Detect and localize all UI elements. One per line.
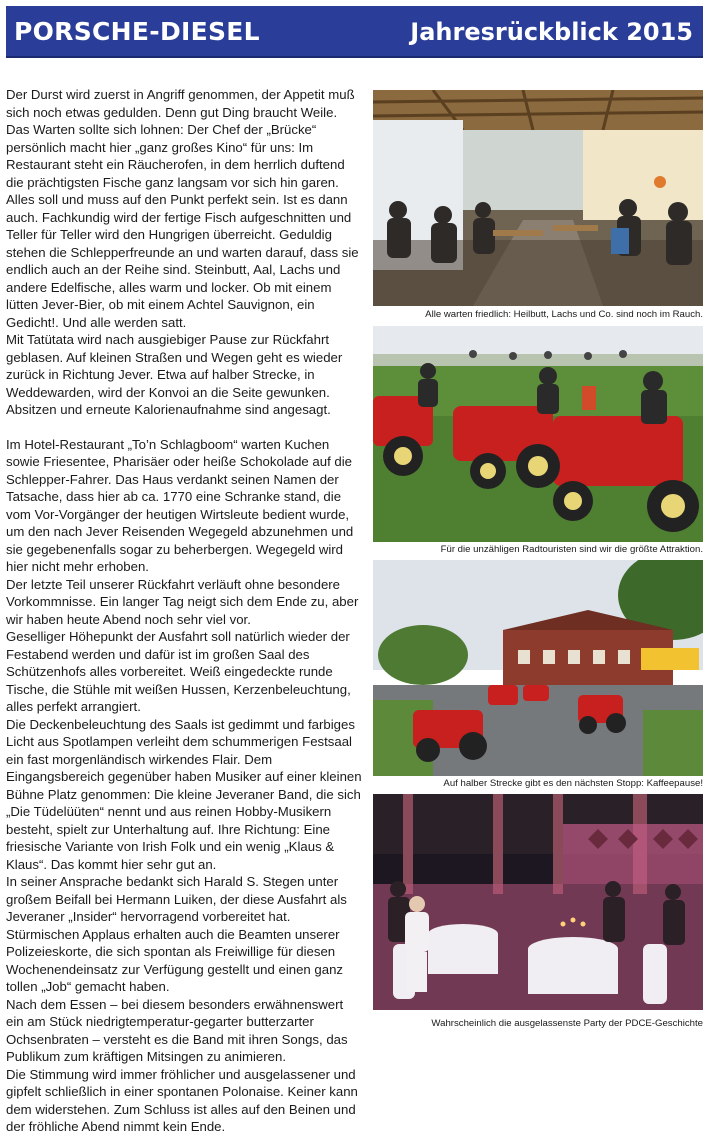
photo-caption: Auf halber Strecke gibt es den nächsten Stopp: Kaffeepause! xyxy=(443,778,703,789)
photo-caption: Wahrscheinlich die ausgelassenste Party der PDCE-Geschichte xyxy=(431,1018,703,1029)
paragraph: In seiner Ansprache bedankt sich Harald S. Stegen unter großem Beifall bei Hermann Luiken, der diese Ausfahrt als Jeveraner „Insider“ hervorragend vorbereitet hat. Stürmischen Applaus erhalten auch die Beamten unserer Polizeieskorte, die sich spontan als Freiwillige für diesen Wochenendeinsatz zur Verfügung gestellt und einen ganz tollen „Job“ gemacht haben. xyxy=(6,874,347,994)
photo-caption: Für die unzähligen Radtouristen sind wir die größte Attraktion. xyxy=(440,544,703,555)
article-body xyxy=(6,86,364,1136)
paragraph: Der Durst wird zuerst in Angriff genommen, der Appetit muß sich noch etwas gedulden. Denn gut Ding braucht Weile. xyxy=(6,87,355,120)
photo-caption: Alle warten friedlich: Heilbutt, Lachs und Co. sind noch im Rauch. xyxy=(425,309,703,320)
paragraph: Geselliger Höhepunkt der Ausfahrt soll natürlich wieder der Festabend werden und dafür ist im großen Saal des Schützenhofs alles vorbereitet. Weiß eingedeckte runde Tische, die Stühle mit weißen Hussen, Kerzenbeleuchtung, alles perfekt arrangiert. xyxy=(6,629,351,714)
paragraph: Ochsenbraten – versteht es die Band mit ihren Songs, das Publikum zum kräftigen Mitsingen zu animieren. xyxy=(6,1031,348,1064)
photo-coffee-stop xyxy=(373,560,703,776)
paragraph: Mit Tatütata wird nach ausgiebiger Pause zur Rückfahrt geblasen. Auf kleinen Straßen und Wegen geht es wieder zurück in Richtung Jever. Etwa auf halber Strecke, in Weddewarden, wird der Konvoi an die Seite gewunken. Absitzen und erneute Kalorienaufnahme sind angesagt. xyxy=(6,332,343,417)
paragraph: Der letzte Teil unserer Rückfahrt verläuft ohne besondere Vorkommnisse. Ein langer Tag neigt sich dem Ende zu, aber wir haben heute Abend noch sehr viel vor. xyxy=(6,576,359,627)
paragraph: Im Hotel-Restaurant „To’n Schlagboom“ warten Kuchen sowie Friesentee, Pharisäer oder heiße Schokolade auf die Schlepper-Fahrer. Das Haus verdankt seinen Namen der Tatsache, dass hier ab ca. 1770 eine Schranke stand, die vom Vor-Vorgänger der heutigen Wirtsleute bedient wurde, um den nach Jever Reisenden Wegegeld abzunehmen und sie gegebenenfalls sogar zu beherbergen. Wegegeld wird hier nicht mehr erhoben. xyxy=(6,436,354,574)
photo-party xyxy=(373,794,703,1010)
paragraph: Die Deckenbeleuchtung des Saals ist gedimmt und farbiges Licht aus Spotlampen verleiht dem schummerigen Festsaal ein fast morgenländisch wirkendes Flair. Dem Eingangsbereich gegenüber haben Musiker auf einer kleinen Bühne Platz genommen: Die kleine Jeveraner Band, die sich „Die Tüdelüüten“ nennt und aus reinen Hobby-Musikern besteht, spielt zur Unterhaltung auf. Ihre Richtung: Eine friesische Variante von Irish Folk und ein wenig „Klaus & Klaus“. Das kommt hier sehr gut an. xyxy=(6,716,362,872)
brand-title: PORSCHE-DIESEL xyxy=(14,17,260,46)
paragraph: Nach dem Essen – bei diesem besonders erwähnenswert ein am Stück niedrigtemperatur-gegarter butterzarter xyxy=(6,996,344,1029)
paragraph: Das Warten sollte sich lohnen: Der Chef der „Brücke“ persönlich macht hier „ganz großes Kino“ für uns: Im Restaurant steht ein Räucherofen, in dem herrlich duftend die prächtigsten Fische ganz langsam vor sich hin garen. Alles soll und muss auf den Punkt perfekt sein. Ist es dann auch. Fachkundig wird der fertige Fisch aufgeschnitten und Teller für Teller wird den Hungrigen überreicht. Geduldig stehen die Schlepperfreunde an und warten darauf, dass sie endlich auch an der Reihe sind. Steinbutt, Aal, Lachs und andere Edelfische, alles warm und locker. Ob mit einem lütten Jever-Bier, ob mit einem Achtel Sauvignon, ein Gedicht!. Und alle werden satt. xyxy=(6,122,359,330)
paragraph: Die Stimmung wird immer fröhlicher und ausgelassener und gipfelt schließlich in einer spontanen Polonaise. Keiner kann dem widerstehen. Zum Schluss ist alles auf den Beinen und der fröhliche Abend nimmt kein Ende. xyxy=(6,1066,358,1134)
page-header xyxy=(6,6,703,58)
photo-tractors xyxy=(373,326,703,542)
yearbook-title: Jahresrückblick 2015 xyxy=(410,18,693,46)
photo-restaurant xyxy=(373,90,703,306)
